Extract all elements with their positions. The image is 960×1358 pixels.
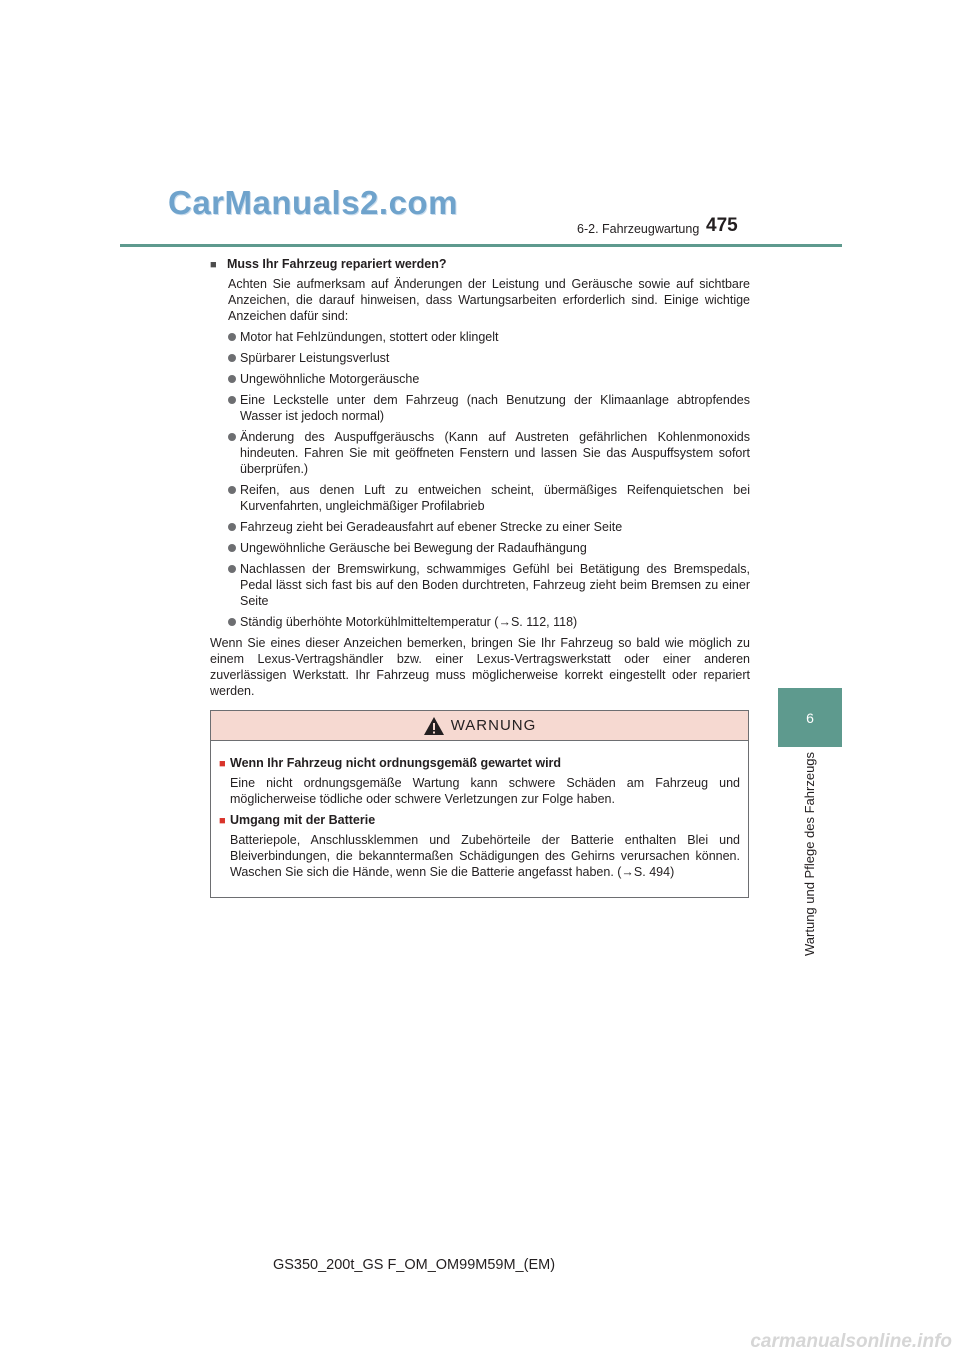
circle-bullet-icon <box>228 333 236 341</box>
square-bullet-icon: ■ <box>210 259 217 271</box>
warning-item-heading <box>219 755 740 772</box>
circle-bullet-icon <box>228 375 236 383</box>
list-item <box>228 392 750 424</box>
circle-bullet-icon <box>228 354 236 362</box>
list-item <box>228 540 750 556</box>
list-item <box>228 561 750 609</box>
list-item-text: Eine Leckstelle unter dem Fahrzeug (nach Benutzung der Klimaanlage abtropfendes Wasser ist jedoch normal) <box>240 393 750 423</box>
warning-title: WARNUNG <box>450 716 537 734</box>
list-item <box>228 429 750 477</box>
header-rule <box>120 244 842 247</box>
list-item-text: Ungewöhnliche Geräusche bei Bewegung der Radaufhängung <box>240 541 587 555</box>
circle-bullet-icon <box>228 618 236 626</box>
warning-item-heading <box>219 812 740 829</box>
main-content <box>210 254 750 699</box>
block-heading <box>210 256 750 273</box>
list-item-text: Reifen, aus denen Luft zu entweichen scheint, übermäßiges Reifenquietschen bei Kurvenfahrten, ungleichmäßiger Profilabrieb <box>240 483 750 513</box>
list-item-text: Motor hat Fehlzündungen, stottert oder klingelt <box>240 330 499 344</box>
list-item-text: Ständig überhöhte Motorkühlmitteltemperatur (→S. 112, 118) <box>240 615 578 629</box>
footer-document-code <box>0 1257 960 1273</box>
list-item <box>228 482 750 514</box>
chapter-tab <box>778 688 842 747</box>
section-title: 6-2. Fahrzeugwartung <box>577 222 700 236</box>
warning-item-text: Batteriepole, Anschlussklemmen und Zubehörteile der Batterie enthalten Blei und Bleiverbindungen, die bekanntermaßen Schädigungen des Gehirns verursachen können. Waschen Sie sich die Hände, wenn Sie die Batterie angefasst haben. (→S. 494) <box>230 833 740 879</box>
circle-bullet-icon <box>228 433 236 441</box>
list-item <box>228 614 750 630</box>
warning-item-text: Eine nicht ordnungsgemäße Wartung kann schwere Schäden am Fahrzeug und möglicherweise tödliche oder schwere Verletzungen zur Folge haben. <box>230 776 740 806</box>
list-item-text: Änderung des Auspuffgeräuschs (Kann auf Austreten gefährlichen Kohlenmonoxids hindeuten. Fahren Sie mit geöffneten Fenstern und lassen Sie das Auspuffsystem sofort überprüfen.) <box>240 430 750 476</box>
warning-triangle-icon <box>423 716 445 736</box>
square-bullet-icon: ■ <box>219 758 226 770</box>
watermark-logo: CarManuals2.com <box>168 184 458 221</box>
square-bullet-icon: ■ <box>219 815 226 827</box>
circle-bullet-icon <box>228 544 236 552</box>
list-item <box>228 519 750 535</box>
page-number: 475 <box>706 215 738 236</box>
list-item <box>228 371 750 387</box>
closing-paragraph: Wenn Sie eines dieser Anzeichen bemerken, bringen Sie Ihr Fahrzeug so bald wie möglich zu einem Lexus-Vertragshändler bzw. einer Lexus-Vertragswerkstatt oder einer anderen zuverlässigen Werkstatt. Ihr Fahrzeug muss möglicherweise korrekt eingestellt oder repariert werden. <box>210 636 750 698</box>
footer-code-text: GS350_200t_GS F_OM_OM99M59M_(EM) <box>272 1257 556 1273</box>
circle-bullet-icon <box>228 523 236 531</box>
warning-item-heading-text: Umgang mit der Batterie <box>230 813 376 827</box>
warning-item-heading-text: Wenn Ihr Fahrzeug nicht ordnungsgemäß gewartet wird <box>230 756 562 770</box>
list-item <box>228 329 750 345</box>
list-item-text: Nachlassen der Bremswirkung, schwammiges Gefühl bei Betätigung des Bremspedals, Pedal lässt sich fast bis auf den Boden durchtreten, Fahrzeug zieht beim Bremsen zu einer Seite <box>240 562 750 608</box>
circle-bullet-icon <box>228 565 236 573</box>
circle-bullet-icon <box>228 486 236 494</box>
warning-header <box>211 711 748 741</box>
list-item-text: Spürbarer Leistungsverlust <box>240 351 390 365</box>
circle-bullet-icon <box>228 396 236 404</box>
chapter-side-title: Wartung und Pflege des Fahrzeugs <box>802 751 817 956</box>
list-item-text: Fahrzeug zieht bei Geradeausfahrt auf ebener Strecke zu einer Seite <box>240 520 623 534</box>
watermark-footer: carmanualsonline.info <box>750 1331 952 1352</box>
warning-box <box>210 710 749 898</box>
intro-paragraph: Achten Sie aufmerksam auf Änderungen der Leistung und Geräusche sowie auf sichtbare Anzeichen, die darauf hinweisen, dass Wartungsarbeiten erforderlich sind. Einige wichtige Anzeichen dafür sind: <box>228 277 750 323</box>
list-item-text: Ungewöhnliche Motorgeräusche <box>240 372 420 386</box>
list-item <box>228 350 750 366</box>
block-heading-text: Muss Ihr Fahrzeug repariert werden? <box>227 257 447 271</box>
chapter-number: 6 <box>806 709 814 726</box>
